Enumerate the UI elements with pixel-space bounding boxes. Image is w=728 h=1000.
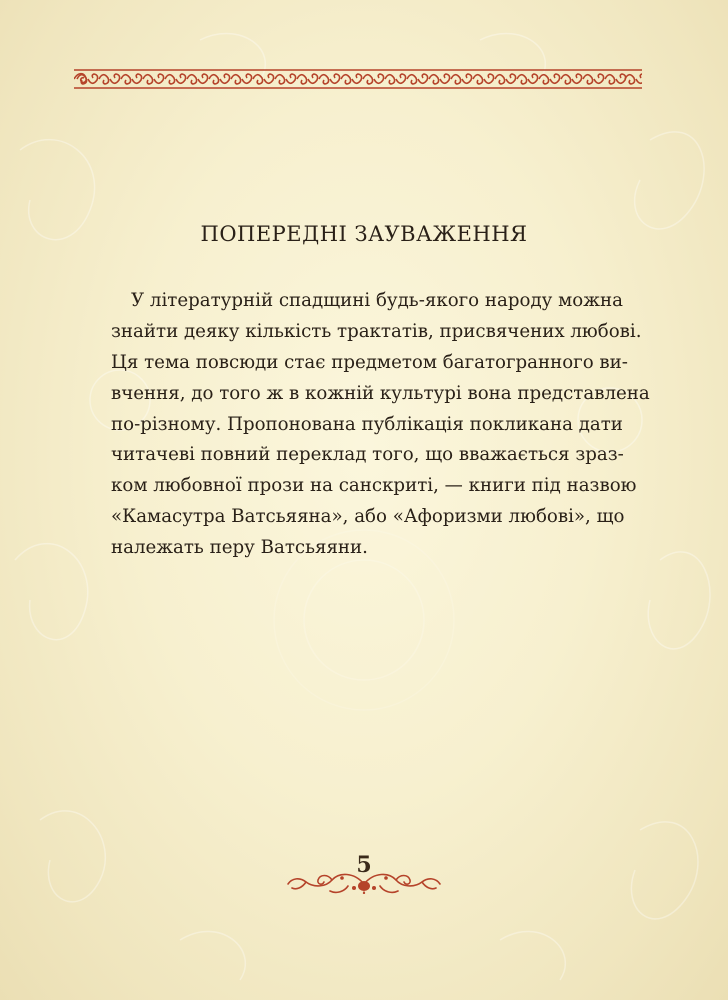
paragraph-line: вчення, до того ж в кожній культурі вона представлена xyxy=(111,382,650,404)
paragraph-line xyxy=(111,286,623,317)
paragraph-line: знайти деяку кількість трактатів, присвячених любові. xyxy=(111,320,642,342)
decorative-border-ornament xyxy=(74,68,642,90)
floral-flourish-icon xyxy=(284,864,444,898)
paragraph-line: належать перу Ватсьяяни. xyxy=(111,537,368,559)
body-paragraph xyxy=(111,286,650,564)
paragraph-line-text: У літературній спадщині будь-якого народу можна xyxy=(131,290,623,311)
paragraph-line: по-різному. Пропонована публікація покликана дати xyxy=(111,413,623,435)
paragraph-line: читачеві повний переклад того, що вважається зраз- xyxy=(111,444,624,466)
paragraph-line: ком любовної прози на санскриті, — книги під назвою xyxy=(111,475,637,497)
paragraph-line: Ця тема повсюди стає предметом багатогранного ви- xyxy=(111,351,628,373)
page-title: ПОПЕРЕДНІ ЗАУВАЖЕННЯ xyxy=(200,222,528,246)
page-number: 5 xyxy=(356,852,372,878)
paragraph-line: «Камасутра Ватсьяяна», або «Афоризми любові», що xyxy=(111,506,625,528)
